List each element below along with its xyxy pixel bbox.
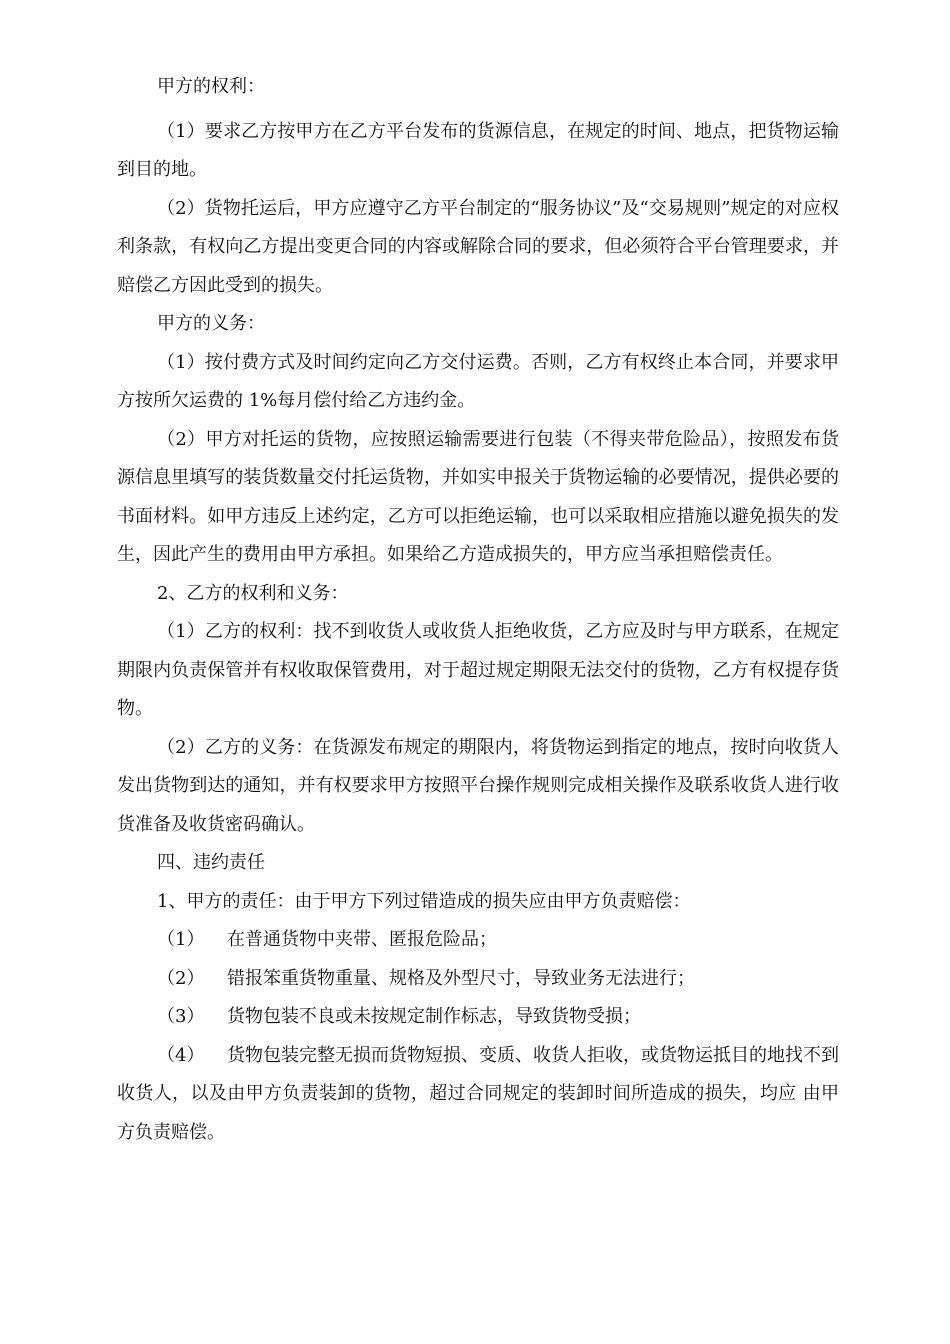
document-body (117, 68, 839, 1152)
heading-party-b-rights-obligations: 2、乙方的权利和义务： (157, 582, 349, 604)
list-item (117, 998, 839, 1037)
paragraph: （2）乙方的义务：在货源发布规定的期限内，将货物运到指定的地点，按时向收货人发出货物到达的通知，并有权要求甲方按照平台操作规则完成相关操作及联系收货人进行收货准备及收货密码确认。 (117, 736, 839, 835)
paragraph: （1）按付费方式及时间约定向乙方交付运费。否则，乙方有权终止本合同，并要求甲方按所欠运费的 1%每月偿付给乙方违约金。 (117, 351, 839, 411)
list-item-number: （3） (157, 1006, 205, 1027)
section-heading-breach-liability: 四、违约责任 (157, 852, 265, 873)
list-item (117, 921, 839, 960)
paragraph: 1、甲方的责任：由于甲方下列过错造成的损失应由甲方负责赔偿： (157, 890, 691, 912)
heading-party-a-obligations: 甲方的义务： (157, 313, 265, 334)
paragraph: （1）要求乙方按甲方在乙方平台发布的货源信息，在规定的时间、地点，把货物运输到目的地。 (117, 120, 839, 180)
list-item-number: （1） (157, 929, 205, 950)
list-item-text: 错报笨重货物重量、规格及外型尺寸，导致业务无法进行； (227, 967, 695, 989)
list-item-number: （4） (157, 1044, 205, 1066)
list-item (117, 960, 839, 999)
paragraph: （1）乙方的权利：找不到收货人或收货人拒绝收货，乙方应及时与甲方联系，在规定期限内负责保管并有权收取保管费用，对于超过规定期限无法交付的货物，乙方有权提存货物。 (117, 621, 839, 719)
paragraph: （2）货物托运后，甲方应遵守乙方平台制定的“服务协议”及“交易规则”规定的对应权利条款，有权向乙方提出变更合同的内容或解除合同的要求，但必须符合平台管理要求，并赔偿乙方因此受到的损失。 (117, 197, 839, 296)
heading-party-a-rights: 甲方的权利： (157, 76, 265, 97)
paragraph: （2）甲方对托运的货物，应按照运输需要进行包装（不得夹带危险品），按照发布货源信息里填写的装货数量交付托运货物，并如实申报关于货物运输的必要情况，提供必要的书面材料。如甲方违反上述约定，乙方可以拒绝运输，也可以采取相应措施以避免损失的发生，因此产生的费用由甲方承担。如果给乙方造成损失的，甲方应当承担赔偿责任。 (117, 428, 839, 565)
list-item (117, 1037, 839, 1153)
list-item-text: 货物包装完整无损而货物短损、变质、收货人拒收，或货物运抵目的地找不到 收货人，以及由甲方负责装卸的货物，超过合同规定的装卸时间所造成的损失，均应 由甲方负责赔偿。 (117, 1044, 839, 1143)
list-item-text: 货物包装不良或未按规定制作标志，导致货物受损； (227, 1006, 641, 1027)
list-item-text: 在普通货物中夹带、匿报危险品； (227, 929, 497, 950)
list-item-number: （2） (157, 967, 205, 989)
